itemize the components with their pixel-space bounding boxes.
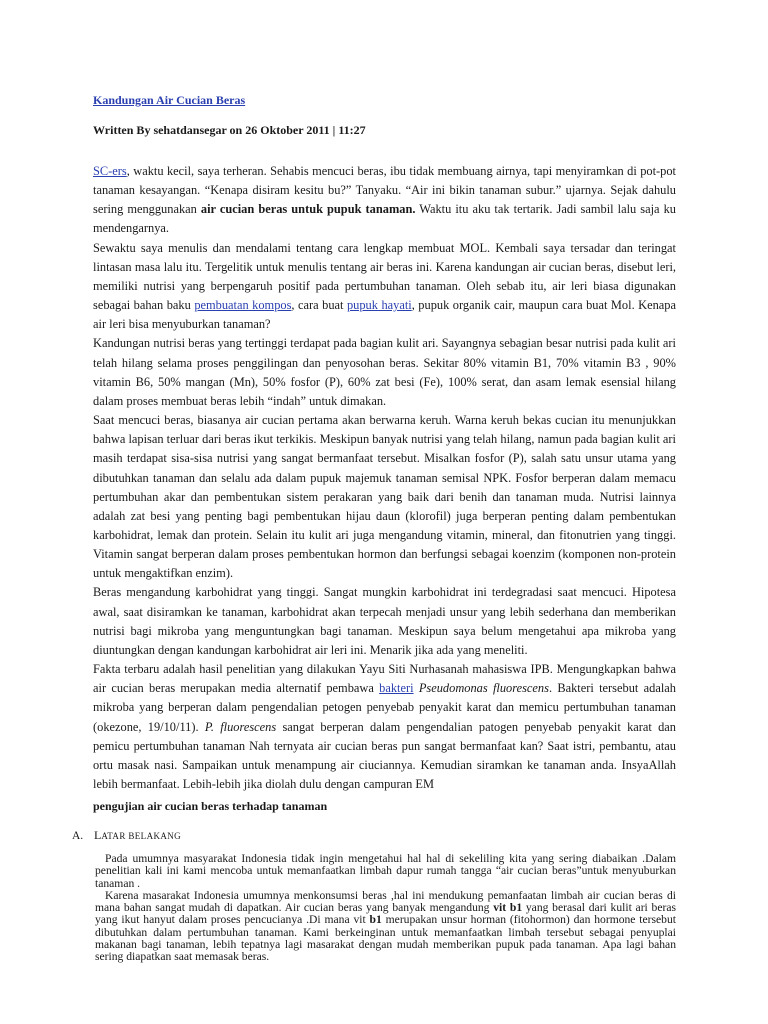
section-paragraph-2: Karena masarakat Indonesia umumnya menkonsumsi beras ,hal ini mendukung pemanfaatan limbah air cucian beras di mana bahan sangat mudah di dapatkan. Air cucian beras yang banyak mengandung vit b1 yang berasal dari kulit ari beras yang ikut hanyut dalam proses pencucianya .Di mana vit b1 merupakan unsur horman (fitohormon) dan hormone tersebut dibutuhkan dalam pertumbuhan tanaman. Kami berkeinginan untuk memanfaatkan limbah tersebut sebagai penyuplai makanan bagi tanaman, lebih tepatnya lagi masarakat dengan mudah memberikan pupuk pada tanaman. Apa lagi bahan sering diapatkan saat memasak beras. [95, 888, 677, 964]
article-byline: Written By sehatdansegar on 26 Oktober 2011 | 11:27 [93, 123, 366, 137]
section-number: A. [72, 830, 84, 842]
section-body [95, 853, 676, 964]
paragraph-1: SC-ers, waktu kecil, saya terheran. Sehabis mencuci beras, ibu tidak membuang airnya, tapi menyiramkan di pot-pot tanaman kesayangan. “Kenapa disiram kesitu bu?” Tanyaku. “Air ini bikin tanaman subur.” ujarnya. Sejak dahulu sering menggunakan air cucian beras untuk pupuk tanaman. Waktu itu aku tak tertarik. Jadi sambil lalu saja ku mendengarnya. [93, 164, 676, 236]
pupuk-hayati-link[interactable]: pupuk hayati [346, 298, 412, 313]
section-subtitle: pengujian air cucian beras terhadap tanaman [93, 799, 328, 813]
paragraph-5: Beras mengandung karbohidrat yang tinggi. Sangat mungkin karbohidrat ini terdegradasi saat mencuci. Hipotesa awal, saat disiramkan ke tanaman, karbohidrat akan terpecah menjadi unsur yang lebih sederhana dan memberikan nutrisi bagi mikroba yang menguntungkan bagi tanaman. Meskipun saya belum mengetahui apa mikroba yang diuntungkan dengan kandungan karbohidrat air leri ini. Menarik jika ada yang meneliti. [93, 585, 676, 657]
article-body [93, 162, 676, 794]
bold-phrase: air cucian beras untuk pupuk tanaman. [200, 202, 416, 217]
paragraph-6: Fakta terbaru adalah hasil penelitian yang dilakukan Yayu Siti Nurhasanah mahasiswa IPB. Mengungkapkan bahwa air cucian beras merupakan media alternatif pembawa bakteri Pseudomonas fluorescens. Bakteri tersebut adalah mikroba yang berperan dalam pengendalian petogen penyebab penyakit karat dan memicu pertumbuhan tanaman (okezone, 19/10/11). P. fluorescens sangat berperan dalam pengendalian patogen penyebab penyakit karat dan pemicu pertumbuhan tanaman Nah ternyata air cucian beras pun sangat bermanfaat kan? Saat istri, pembantu, atau ortu masak nasi. Sampaikan untuk menampung air ciuciannya. Kemudian siramkan ke tanaman anda. InsyaAllah lebih bermanfaat. Lebih-lebih jika diolah dulu dengan campuran EM [93, 662, 676, 791]
section-paragraph-1: Pada umumnya masyarakat Indonesia tidak ingin mengetahui hal hal di sekeliling kita yang sering diabaikan .Dalam penelitian kali ini kami mencoba untuk memanfaatkan limbah dapur rumah tangga “air cucian beras”untuk menyuburkan tanaman . [95, 852, 676, 890]
article-title-link[interactable]: Kandungan Air Cucian Beras [93, 93, 246, 107]
sc-ers-link[interactable]: SC-ers [93, 164, 127, 178]
article-title [93, 93, 676, 108]
paragraph-2: Sewaktu saya menulis dan mendalami tentang cara lengkap membuat MOL. Kembali saya tersadar dan teringat lintasan masa lalu itu. Tergelitik untuk menulis tentang air beras ini. Karena kandungan air cucian beras, disebut leri, memiliki nutrisi yang berpengaruh positif pada pertumbuhan tanaman. Oleh sebab itu, air leri biasa digunakan sebagai bahan baku pembuatan kompos, cara buat pupuk hayati, pupuk organik cair, maupun cara buat Mol. Kenapa air leri bisa menyuburkan tanaman? [93, 240, 676, 332]
section-heading: A. LATAR BELAKANG [72, 828, 182, 842]
pembuatan-kompos-link[interactable]: pembuatan kompos [194, 298, 292, 313]
bakteri-link[interactable]: bakteri [379, 681, 414, 696]
paragraph-3: Kandungan nutrisi beras yang tertinggi terdapat pada bagian kulit ari. Sayangnya sebagian besar nutrisi pada kulit ari telah hilang selama proses penggilingan dan penyosohan beras. Sekitar 80% vitamin B1, 70% vitamin B3 , 90% vitamin B6, 50% mangan (Mn), 50% fosfor (P), 60% zat besi (Fe), 100% serat, dan asam lemak esensial hilang dalam proses membuat beras lebih “indah” untuk dimakan. [93, 336, 676, 408]
paragraph-4: Saat mencuci beras, biasanya air cucian pertama akan berwarna keruh. Warna keruh bekas cucian itu menunjukkan bahwa lapisan terluar dari beras ikut terkikis. Meskipun banyak nutrisi yang telah hilang, namun pada bagian kulit ari masih terdapat sisa-sisa nutrisi yang sangat bermanfaat tersebut. Misalkan fosfor (P), salah satu unsur utama yang dibutuhkan tanaman dan selalu ada dalam pupuk majemuk tanaman semisal NPK. Fosfor berperan dalam memacu pertumbuhan akar dan pembentukan sistem perakaran yang baik dari benih dan tanaman muda. Nutrisi lainnya adalah zat besi yang penting bagi pembentukan hijau daun (klorofil) juga berperan penting dalam pembentukan karbohidrat, lemak dan protein. Selain itu kulit ari juga mengandung vitamin, mineral, dan fitonutrien yang tinggi. Vitamin sangat berperan dalam proses pembentukan hormon dan berfungsi sebagai koenzim (komponen non-protein untuk mengaktifkan enzim). [93, 413, 676, 581]
